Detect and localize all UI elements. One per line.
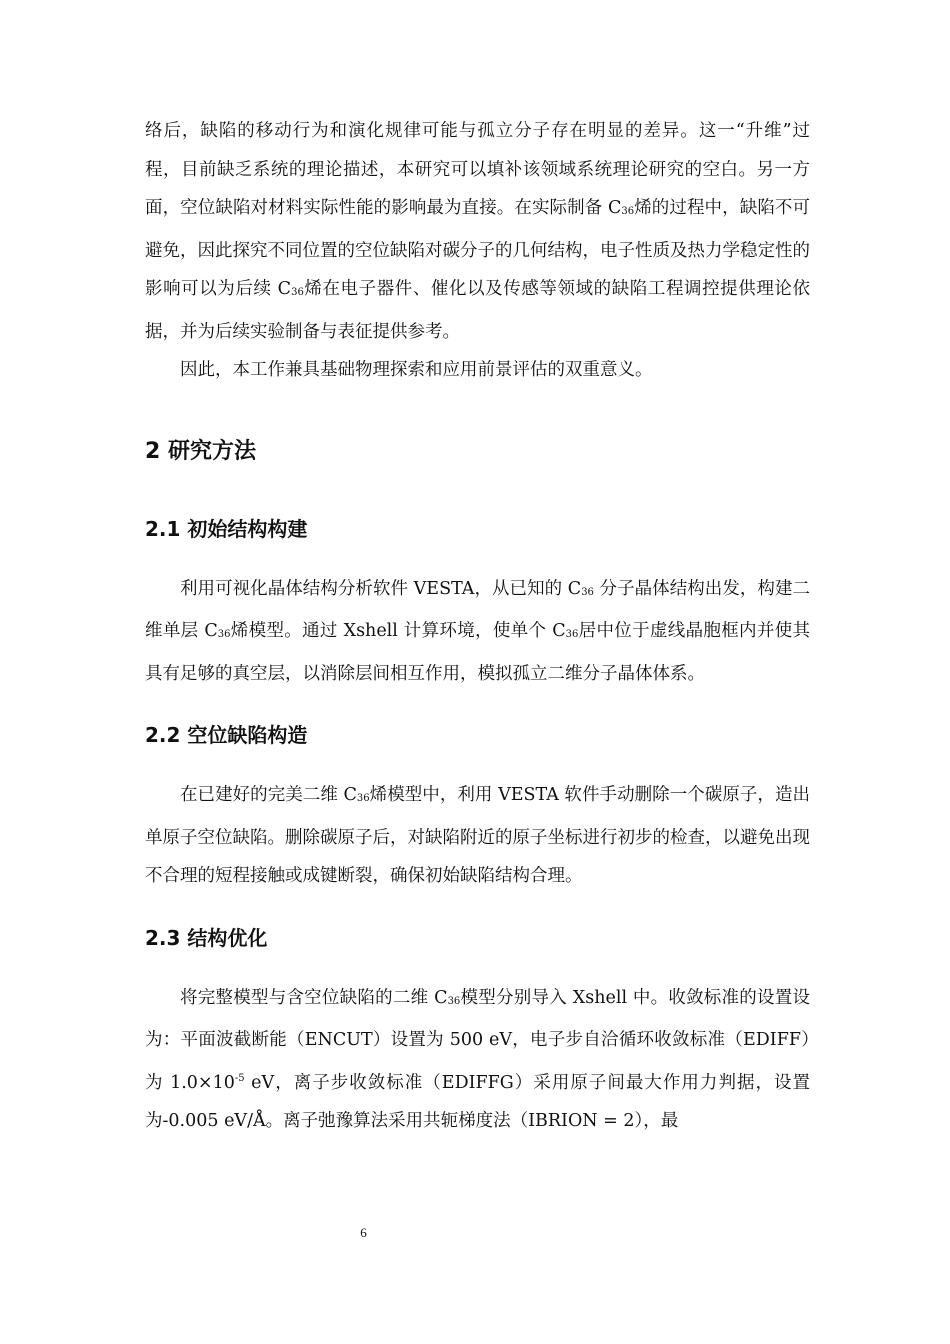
subsection-heading-2-1: 2.1 初始结构构建 [145, 516, 308, 541]
subsection-2-2-paragraph: 在已建好的完美二维 C36烯模型中，利用 VESTA 软件手动删除一个碳原子，造出单原子空位缺陷。删除碳原子后，对缺陷附近的原子坐标进行初步的检查，以避免出现不合理的短程接触或成键断裂，确保初始缺陷结构合理。 [145, 785, 810, 886]
subsection-heading-2-3: 2.3 结构优化 [145, 925, 268, 950]
intro-paragraph-2: 因此，本工作兼具基础物理探索和应用前景评估的双重意义。 [180, 360, 653, 380]
subsection-2-3-paragraph: 将完整模型与含空位缺陷的二维 C36模型分别导入 Xshell 中。收敛标准的设置设为：平面波截断能（ENCUT）设置为 500 eV，电子步自洽循环收敛标准（EDIFF）为 $1.0\times 10^{-5}$ eV，离子步收敛标准（EDIFFG）采用原子间最大作用力判据，设置为-0.005 eV/Å。离子弛豫算法采用共轭梯度法（IBRION = 2），最 [145, 987, 811, 1131]
subsection-2-1-paragraph: 利用可视化晶体结构分析软件 VESTA，从已知的 C36 分子晶体结构出发，构建二维单层 C36烯模型。通过 Xshell 计算环境，使单个 C36居中位于虚线晶胞框内并使其具有足够的真空层，以消除层间相互作用，模拟孤立二维分子晶体体系。 [145, 578, 811, 684]
document-body [145, 112, 810, 1141]
page-number: 6 [360, 1225, 367, 1240]
subsection-heading-2-2: 2.2 空位缺陷构造 [145, 723, 308, 747]
section-heading: 2 研究方法 [145, 438, 256, 464]
intro-paragraph-1: 络后，缺陷的移动行为和演化规律可能与孤立分子存在明显的差异。这一“升维”过程，目前缺乏系统的理论描述，本研究可以填补该领域系统理论研究的空白。另一方面，空位缺陷对材料实际性能的影响最为直接。在实际制备 C36烯的过程中，缺陷不可避免，因此探究不同位置的空位缺陷对碳分子的几何结构，电子性质及热力学稳定性的影响可以为后续 C36烯在电子器件、催化以及传感等领域的缺陷工程调控提供理论依据，并为后续实验制备与表征提供参考。 [145, 121, 811, 342]
